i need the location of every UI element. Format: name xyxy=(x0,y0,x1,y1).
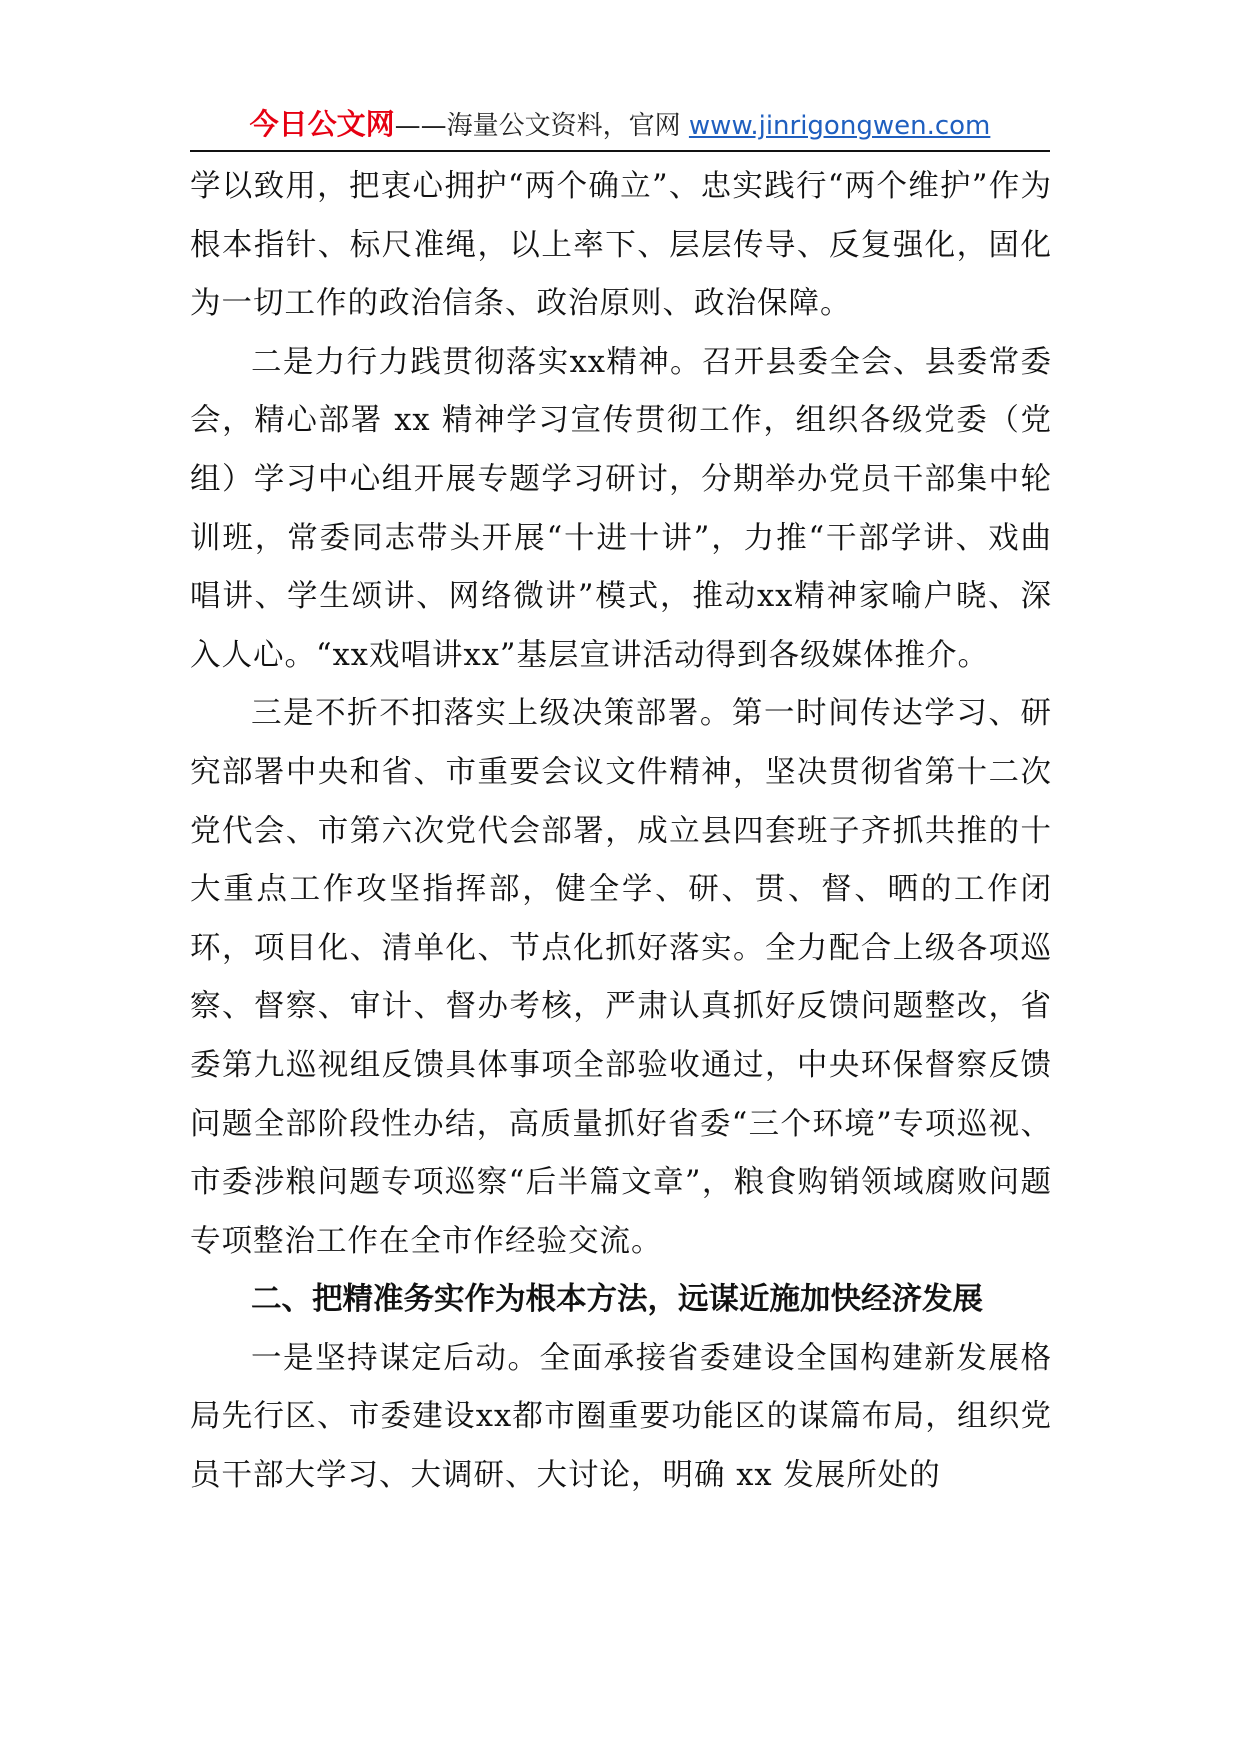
header-tagline: ——海量公文资料，官网 xyxy=(394,111,689,141)
document-body xyxy=(190,158,1052,1506)
page-header xyxy=(190,104,1050,148)
paragraph-2: 二是力行力践贯彻落实xx精神。召开县委全会、县委常委会，精心部署 xx 精神学习宣传贯彻工作，组织各级党委（党组）学习中心组开展专题学习研讨，分期举办党员干部集中轮训班，常委同志带头开展“十进十讲”，力推“干部学讲、戏曲唱讲、学生颂讲、网络微讲”模式，推动xx精神家喻户晓、深入人心。“xx戏唱讲xx”基层宣讲活动得到各级媒体推介。 xyxy=(190,344,1052,673)
paragraph-4: 一是坚持谋定后动。全面承接省委建设全国构建新发展格局先行区、市委建设xx都市圈重要功能区的谋篇布局，组织党员干部大学习、大调研、大讨论，明确 xx 发展所处的 xyxy=(190,1340,1052,1494)
website-link[interactable]: www.jinrigongwen.com xyxy=(688,111,991,141)
paragraph-1: 学以致用，把衷心拥护“两个确立”、忠实践行“两个维护”作为根本指针、标尺准绳，以上率下、层层传导、反复强化，固化为一切工作的政治信条、政治原则、政治保障。 xyxy=(190,169,1052,322)
section-heading: 二、把精准务实作为根本方法，远谋近施加快经济发展 xyxy=(251,1282,983,1318)
header-divider xyxy=(190,150,1050,152)
paragraph-3: 三是不折不扣落实上级决策部署。第一时间传达学习、研究部署中央和省、市重要会议文件精神，坚决贯彻省第十二次党代会、市第六次党代会部署，成立县四套班子齐抓共推的十大重点工作攻坚指挥部，健全学、研、贯、督、晒的工作闭环，项目化、清单化、节点化抓好落实。全力配合上级各项巡察、督察、审计、督办考核，严肃认真抓好反馈问题整改，省委第九巡视组反馈具体事项全部验收通过，中央环保督察反馈问题全部阶段性办结，高质量抓好省委“三个环境”专项巡视、市委涉粮问题专项巡察“后半篇文章”，粮食购销领域腐败问题专项整治工作在全市作经验交流。 xyxy=(190,696,1052,1259)
brand-name: 今日公文网 xyxy=(249,107,395,141)
